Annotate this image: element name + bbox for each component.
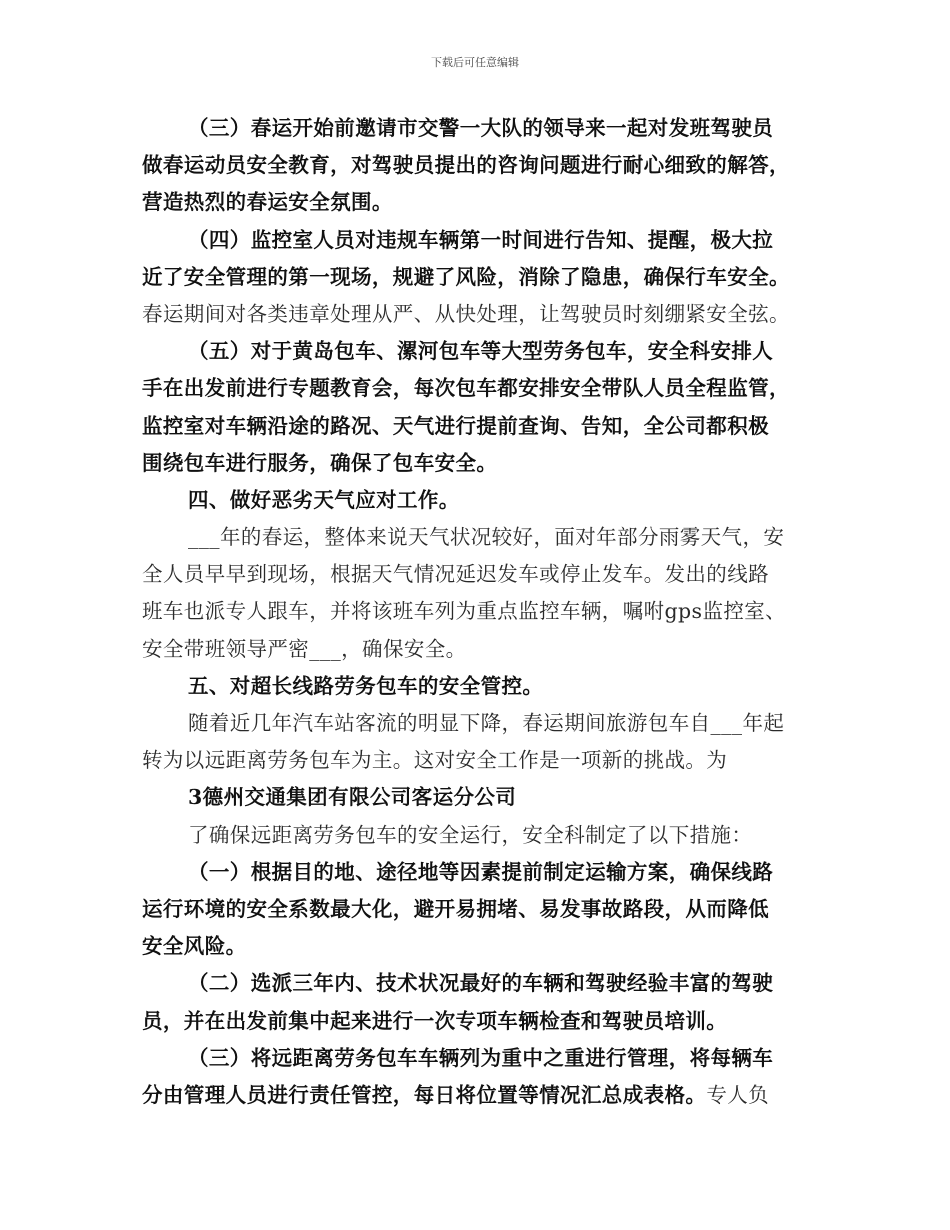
text-line: ___年的春运，整体来说天气状况较好，面对年部分雨雾天气，安 [188, 525, 785, 550]
text-line: 四、做好恶劣天气应对工作。 [188, 487, 460, 512]
text-line: 安全带班领导严密___，确保安全。 [142, 636, 467, 661]
text-line [142, 1077, 826, 1114]
text-line: （五）对于黄岛包车、漯河包车等大型劳务包车，安全科安排人 [188, 339, 774, 364]
text-line: 五、对超长线路劳务包车的安全管控。 [188, 673, 544, 698]
text-line: 班车也派专人跟车，并将该班车列为重点监控车辆，嘱咐gps监控室、 [142, 599, 787, 624]
header-note: 下载后可任意编辑 [431, 56, 519, 69]
text-line: （四）监控室人员对违规车辆第一时间进行告知、提醒，极大拉 [188, 227, 774, 252]
text-line-normal-part: 专人负 [706, 1082, 770, 1107]
text-line: （三）将远距离劳务包车车辆列为重中之重进行管理，将每辆车 [188, 1045, 774, 1070]
text-line: 营造热烈的春运安全氛围。 [142, 190, 393, 215]
text-line: 做春运动员安全教育，对驾驶员提出的咨询问题进行耐心细致的解答， [142, 153, 790, 178]
text-line: （一）根据目的地、途径地等因素提前制定运输方案，确保线路 [188, 859, 774, 884]
text-line: 围绕包车进行服务，确保了包车安全。 [142, 450, 498, 475]
text-line: （三）春运开始前邀请市交警一大队的领导来一起对发班驾驶员 [188, 116, 774, 140]
text-line: 随着近几年汽车站客流的明显下降，春运期间旅游包车自___年起 [188, 711, 785, 735]
text-line: 运行环境的安全系数最大化，避开易拥堵、易发事故路段，从而降低 [142, 896, 769, 921]
text-line: （二）选派三年内、技术状况最好的车辆和驾驶经验丰富的驾驶 [188, 971, 774, 996]
text-line-bold-part: 分由管理人员进行责任管控，每日将位置等情况汇总成表格。 [142, 1082, 707, 1107]
text-line: 全人员早早到现场，根据天气情况延迟发车或停止发车。发出的线路 [142, 562, 769, 587]
text-line: 安全风险。 [142, 934, 247, 959]
text-line: 手在出发前进行专题教育会，每次包车都安排安全带队人员全程监管， [142, 376, 790, 401]
text-line: 员，并在出发前集中起来进行一次专项车辆检查和驾驶员培训。 [142, 1008, 728, 1033]
text-line: 3德州交通集团有限公司客运分公司 [188, 785, 517, 810]
text-line: 转为以远距离劳务包车为主。这对安全工作是一项新的挑战。为 [142, 748, 728, 773]
text-line: 监控室对车辆沿途的路况、天气进行提前查询、告知，全公司都积极 [142, 413, 769, 438]
text-line: 春运期间对各类违章处理从严、从快处理，让驾驶员时刻绷紧安全弦。 [142, 301, 790, 326]
text-line: 近了安全管理的第一现场，规避了风险，消除了隐患，确保行车安全。 [142, 264, 790, 289]
document-body [142, 110, 826, 1114]
text-line: 了确保远距离劳务包车的安全运行，安全科制定了以下措施： [188, 822, 753, 847]
